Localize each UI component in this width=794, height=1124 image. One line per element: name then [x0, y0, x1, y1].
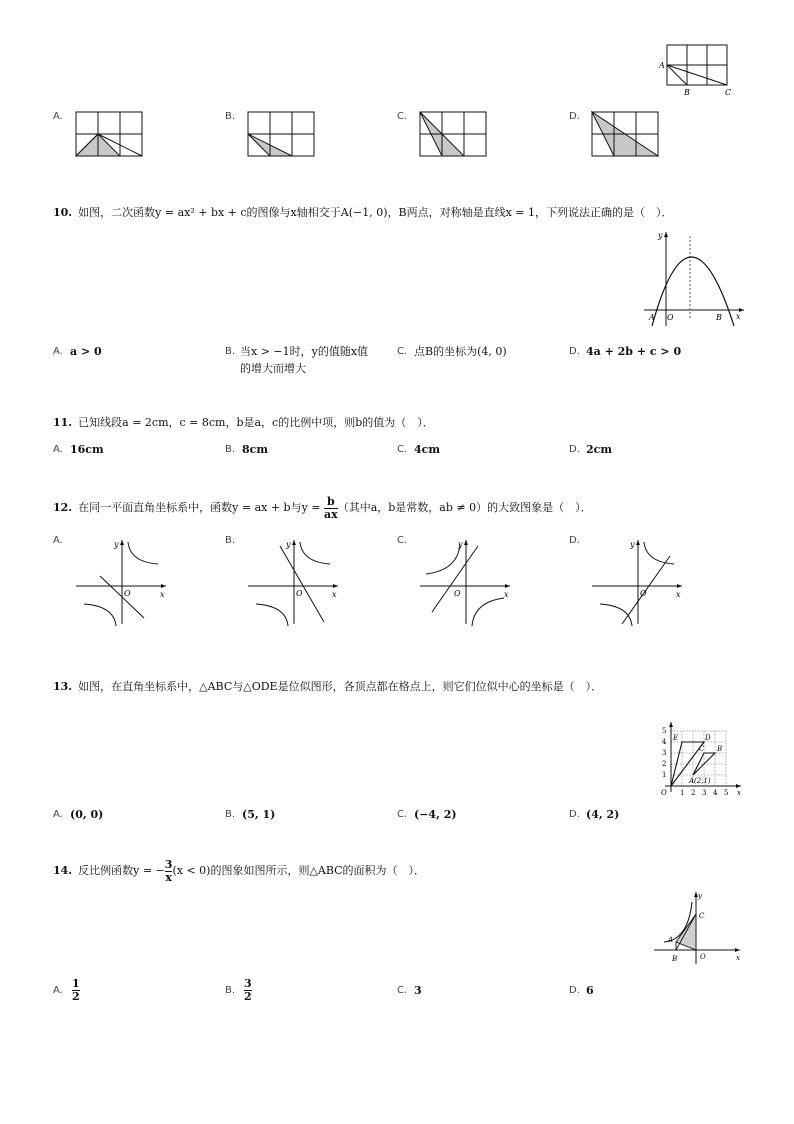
q11-option-a-text: 16cm [70, 443, 104, 456]
q11-option-c-text: 4cm [414, 443, 440, 456]
q12-number: 12. [53, 501, 73, 514]
q9-figure [655, 40, 735, 98]
q10-label-y: y [658, 231, 663, 240]
q12-b-label-x: x [332, 590, 337, 599]
q14-number: 14. [53, 864, 73, 877]
q11-option-b-letter: B. [225, 444, 236, 455]
q12-a-label-x: x [160, 590, 165, 599]
q12-option-a-graph [74, 536, 170, 628]
q14-label-y: y [698, 892, 702, 900]
q10-option-d-text: 4a + 2b + c > 0 [586, 345, 682, 358]
q10-option-c-letter: C. [397, 346, 408, 357]
q12-d-label-y: y [630, 540, 635, 549]
q11-text: 已知线段a = 2cm，c = 8cm，b是a，c的比例中项，则b的值为（ ）． [78, 416, 434, 429]
q14-option-a-num: 1 [72, 977, 80, 990]
q13-option-a-letter: A. [53, 809, 63, 820]
q12-text-before: 在同一平面直角坐标系中，函数y = ax + b与y = [78, 501, 321, 514]
q10-option-a-letter: A. [53, 346, 63, 357]
q13-label-b: B [717, 745, 723, 753]
q13-label-x: x [737, 789, 741, 797]
q12-option-d-letter: D. [569, 535, 580, 546]
q9-option-d-figure [590, 110, 662, 158]
q9-option-a-figure [74, 110, 146, 158]
q12-option-a-letter: A. [53, 535, 63, 546]
q14-option-b-den: 2 [244, 990, 252, 1003]
q13-number: 13. [53, 680, 73, 693]
q10-option-b-letter: B. [225, 346, 236, 357]
q13-option-d-text: (4, 2) [586, 808, 620, 821]
q14-option-c-text: 3 [414, 984, 422, 997]
q13-ytick-2: 2 [662, 760, 667, 768]
q12-option-b-letter: B. [225, 535, 236, 546]
q12-c-label-x: x [504, 590, 509, 599]
q13-option-c-text: (−4, 2) [414, 808, 457, 821]
q14-label-a: A [668, 936, 674, 944]
q10-label-o: O [667, 313, 674, 322]
q13-stem [53, 679, 602, 695]
q12-a-label-o: O [124, 589, 131, 598]
q9-option-c-figure [418, 110, 490, 158]
q9-option-b-figure [246, 110, 318, 158]
q13-label-a: A(2,1) [689, 777, 711, 785]
q10-label-x: x [736, 312, 741, 321]
q13-grid-figure [655, 720, 745, 798]
q10-option-b-text: 当x > −1时，y的值随x值 [240, 345, 369, 358]
q10-number: 10. [53, 206, 73, 219]
q10-stem [53, 205, 673, 221]
q9-label-c: C [725, 88, 732, 97]
q12-option-b-graph [246, 536, 342, 628]
q10-parabola-figure [640, 228, 748, 328]
q14-hyperbola-figure [650, 888, 745, 968]
q9-label-a: A [659, 61, 665, 70]
q14-frac-num: 3 [164, 857, 173, 871]
q13-label-c: C [699, 745, 705, 753]
q9-option-a-letter: A. [53, 111, 63, 122]
q14-frac-den: x [165, 870, 172, 884]
q10-option-c-text: 点B的坐标为(4, 0) [414, 345, 507, 358]
q10-label-b: B [716, 313, 722, 322]
q10-option-d-letter: D. [569, 346, 580, 357]
q13-ytick-5: 5 [662, 727, 667, 735]
q11-stem [53, 415, 434, 431]
q13-option-b-letter: B. [225, 809, 236, 820]
q14-stem [53, 857, 425, 885]
q14-label-b: B [672, 955, 678, 963]
q12-b-label-y: y [286, 540, 291, 549]
q14-option-a-fraction [72, 978, 80, 1003]
q13-ytick-3: 3 [662, 749, 667, 757]
q12-d-label-o: O [640, 589, 647, 598]
q14-option-a-den: 2 [72, 990, 80, 1003]
q11-option-d-text: 2cm [586, 443, 612, 456]
q12-frac-den: ax [324, 507, 338, 521]
q13-text: 如图，在直角坐标系中，△ABC与△ODE是位似图形，各顶点都在格点上，则它们位似中心的坐标是（ ）． [78, 680, 603, 693]
q11-option-c-letter: C. [397, 444, 408, 455]
q13-xtick-1: 1 [680, 789, 685, 797]
q14-label-o: O [700, 953, 706, 961]
q12-option-d-graph [590, 536, 686, 628]
q12-c-label-o: O [454, 589, 461, 598]
q14-option-c-letter: C. [397, 985, 408, 996]
q13-xtick-5: 5 [724, 789, 729, 797]
q14-label-x: x [736, 954, 740, 962]
q12-fraction [324, 496, 338, 521]
q11-option-a-letter: A. [53, 444, 63, 455]
q12-c-label-y: y [458, 540, 463, 549]
q10-option-a-text: a > 0 [70, 345, 102, 358]
q11-option-d-letter: D. [569, 444, 580, 455]
q9-option-d-letter: D. [569, 111, 580, 122]
q11-number: 11. [53, 416, 73, 429]
q14-option-d-text: 6 [586, 984, 594, 997]
q13-ytick-4: 4 [662, 738, 667, 746]
q13-ytick-1: 1 [662, 771, 667, 779]
q13-label-o: O [661, 789, 667, 797]
q13-xtick-3: 3 [702, 789, 707, 797]
q13-option-c-letter: C. [397, 809, 408, 820]
q14-label-c: C [699, 912, 705, 920]
q10-option-b-text2: 的增大而增大 [240, 362, 306, 375]
q9-option-b-letter: B. [225, 111, 236, 122]
q13-option-a-text: (0, 0) [70, 808, 104, 821]
q13-label-e: E [673, 734, 679, 742]
q12-d-label-x: x [676, 590, 681, 599]
q12-option-c-graph [418, 536, 514, 628]
q14-option-a-letter: A. [53, 985, 63, 996]
q12-frac-num: b [327, 494, 335, 508]
q9-label-b: B [684, 88, 690, 97]
q12-text-after: （其中a，b是常数，ab ≠ 0）的大致图象是（ ）． [337, 501, 592, 514]
q12-stem [53, 494, 592, 522]
q12-b-label-o: O [296, 589, 303, 598]
q12-a-label-y: y [114, 540, 119, 549]
q13-option-d-letter: D. [569, 809, 580, 820]
q13-xtick-4: 4 [713, 789, 718, 797]
q9-option-c-letter: C. [397, 111, 408, 122]
q14-text-after: (x < 0)的图象如图所示，则△ABC的面积为（ ）． [172, 864, 426, 877]
q12-option-c-letter: C. [397, 535, 408, 546]
q13-option-b-text: (5, 1) [242, 808, 276, 821]
q11-option-b-text: 8cm [242, 443, 268, 456]
q13-xtick-2: 2 [691, 789, 696, 797]
q10-text: 如图，二次函数y = ax² + bx + c的图像与x轴相交于A(−1, 0)，B两点，对称轴是直线x = 1，下列说法正确的是（ ）． [78, 206, 673, 219]
q14-option-b-fraction [244, 978, 252, 1003]
q14-option-b-letter: B. [225, 985, 236, 996]
q13-label-d: D [705, 734, 711, 742]
q14-text-before: 反比例函数y = − [78, 864, 165, 877]
q10-label-a: A [649, 313, 655, 322]
q14-option-b-num: 3 [244, 977, 252, 990]
q14-option-d-letter: D. [569, 985, 580, 996]
